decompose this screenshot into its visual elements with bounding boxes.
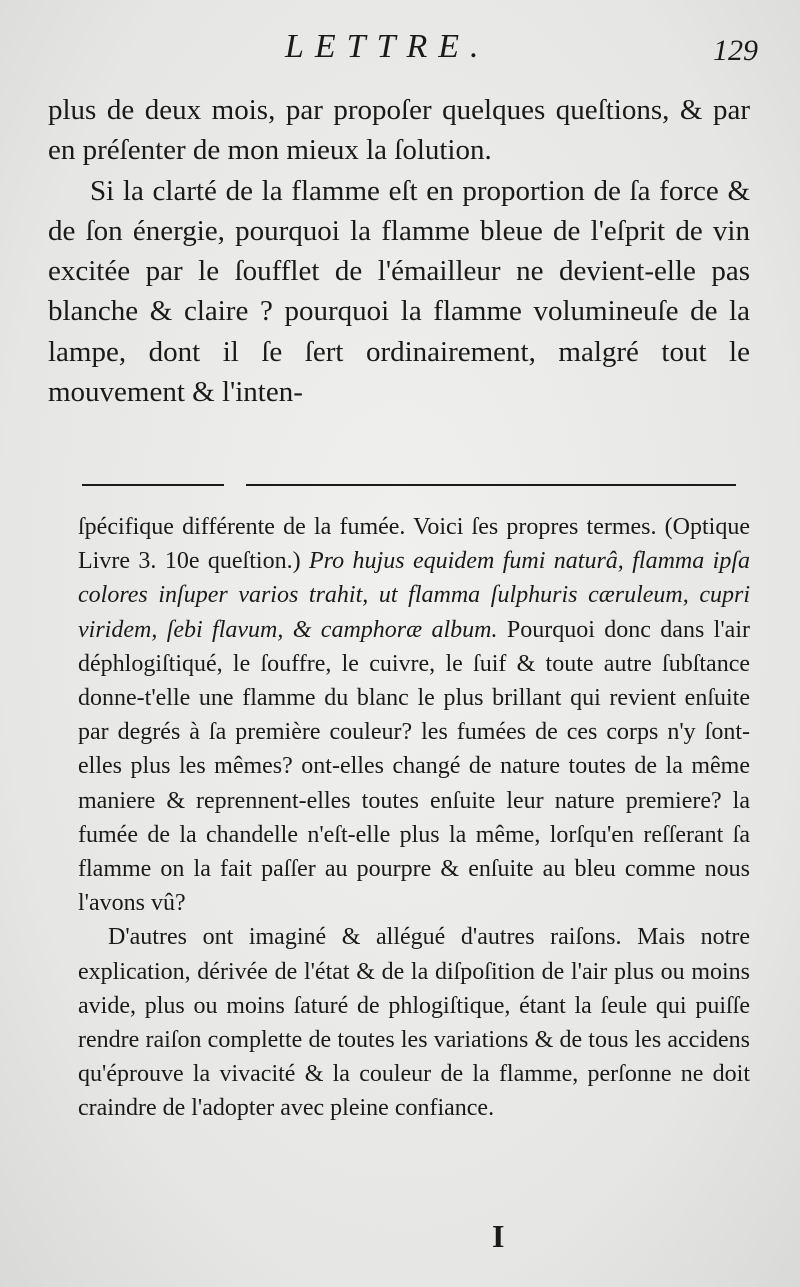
footnote-text-end: Pourquoi donc dans l'air déphlogiſtiqué, le ſouffre, le cuivre, le ſuif & toute autre ſubſtance donne-t'elle une flamme du blanc le plus brillant qui revient enſuite par degrés à ſa première couleur? les fumées de ces corps n'y ſont-elles plus les mêmes? ont-elles changé de nature toutes de la même maniere & reprennent-elles toutes enſuite leur nature premiere? la fumée de la chandelle n'eſt-elle plus la même, lorſqu'en reſſerant ſa flamme on la fait paſſer au pourpre & enſuite au bleu comme nous l'avons vû?	[78, 616, 750, 917]
main-text	[48, 90, 750, 412]
footnote-latin-quote: Pro hujus equidem fumi naturâ, flamma ipſa colores inſuper varios trahit, ut flamma ſulphuris cæruleum, cupri viridem, ſebi flavum, & camphoræ album.	[78, 548, 751, 643]
running-title: LETTRE.	[285, 28, 490, 65]
footnote-paragraph-2: D'autres ont imaginé & allégué d'autres raiſons. Mais notre explication, dérivée de l'état & de la diſpoſition de l'air plus ou moins avide, plus ou moins ſaturé de phlogiſtique, étant la ſeule qui puiſſe rendre raiſon complette de toutes les variations & de tous les accidens qu'éprouve la vivacité & la couleur de la flamme, perſonne ne doit craindre de l'adopter avec pleine confiance.	[78, 924, 750, 1122]
main-paragraph-1: plus de deux mois, par propoſer quelques queſtions, & par en préſenter de mon mieux la ſolution.	[48, 94, 750, 167]
main-paragraph-2: Si la clarté de la flamme eſt en proportion de ſa force & de ſon énergie, pourquoi la flamme bleue de l'eſprit de vin excitée par le ſoufflet de l'émailleur ne devient-elle pas blanche & claire ? pourquoi la flamme volumineuſe de la lampe, dont il ſe ſert ordinairement, malgré tout le mouvement & l'inten-	[48, 174, 750, 409]
footnote	[78, 510, 750, 1126]
signature-mark: I	[492, 1218, 505, 1254]
footnote-rule-left	[82, 484, 224, 486]
footnote-rule-right	[246, 484, 736, 486]
running-head	[0, 28, 800, 76]
footnote-text-start: ſpécifique différente de la fumée. Voici ſes propres termes. (Optique Livre 3. 10e queſtion.)	[78, 514, 750, 575]
footnote-paragraph-1	[78, 510, 750, 920]
page-number: 129	[713, 34, 758, 67]
